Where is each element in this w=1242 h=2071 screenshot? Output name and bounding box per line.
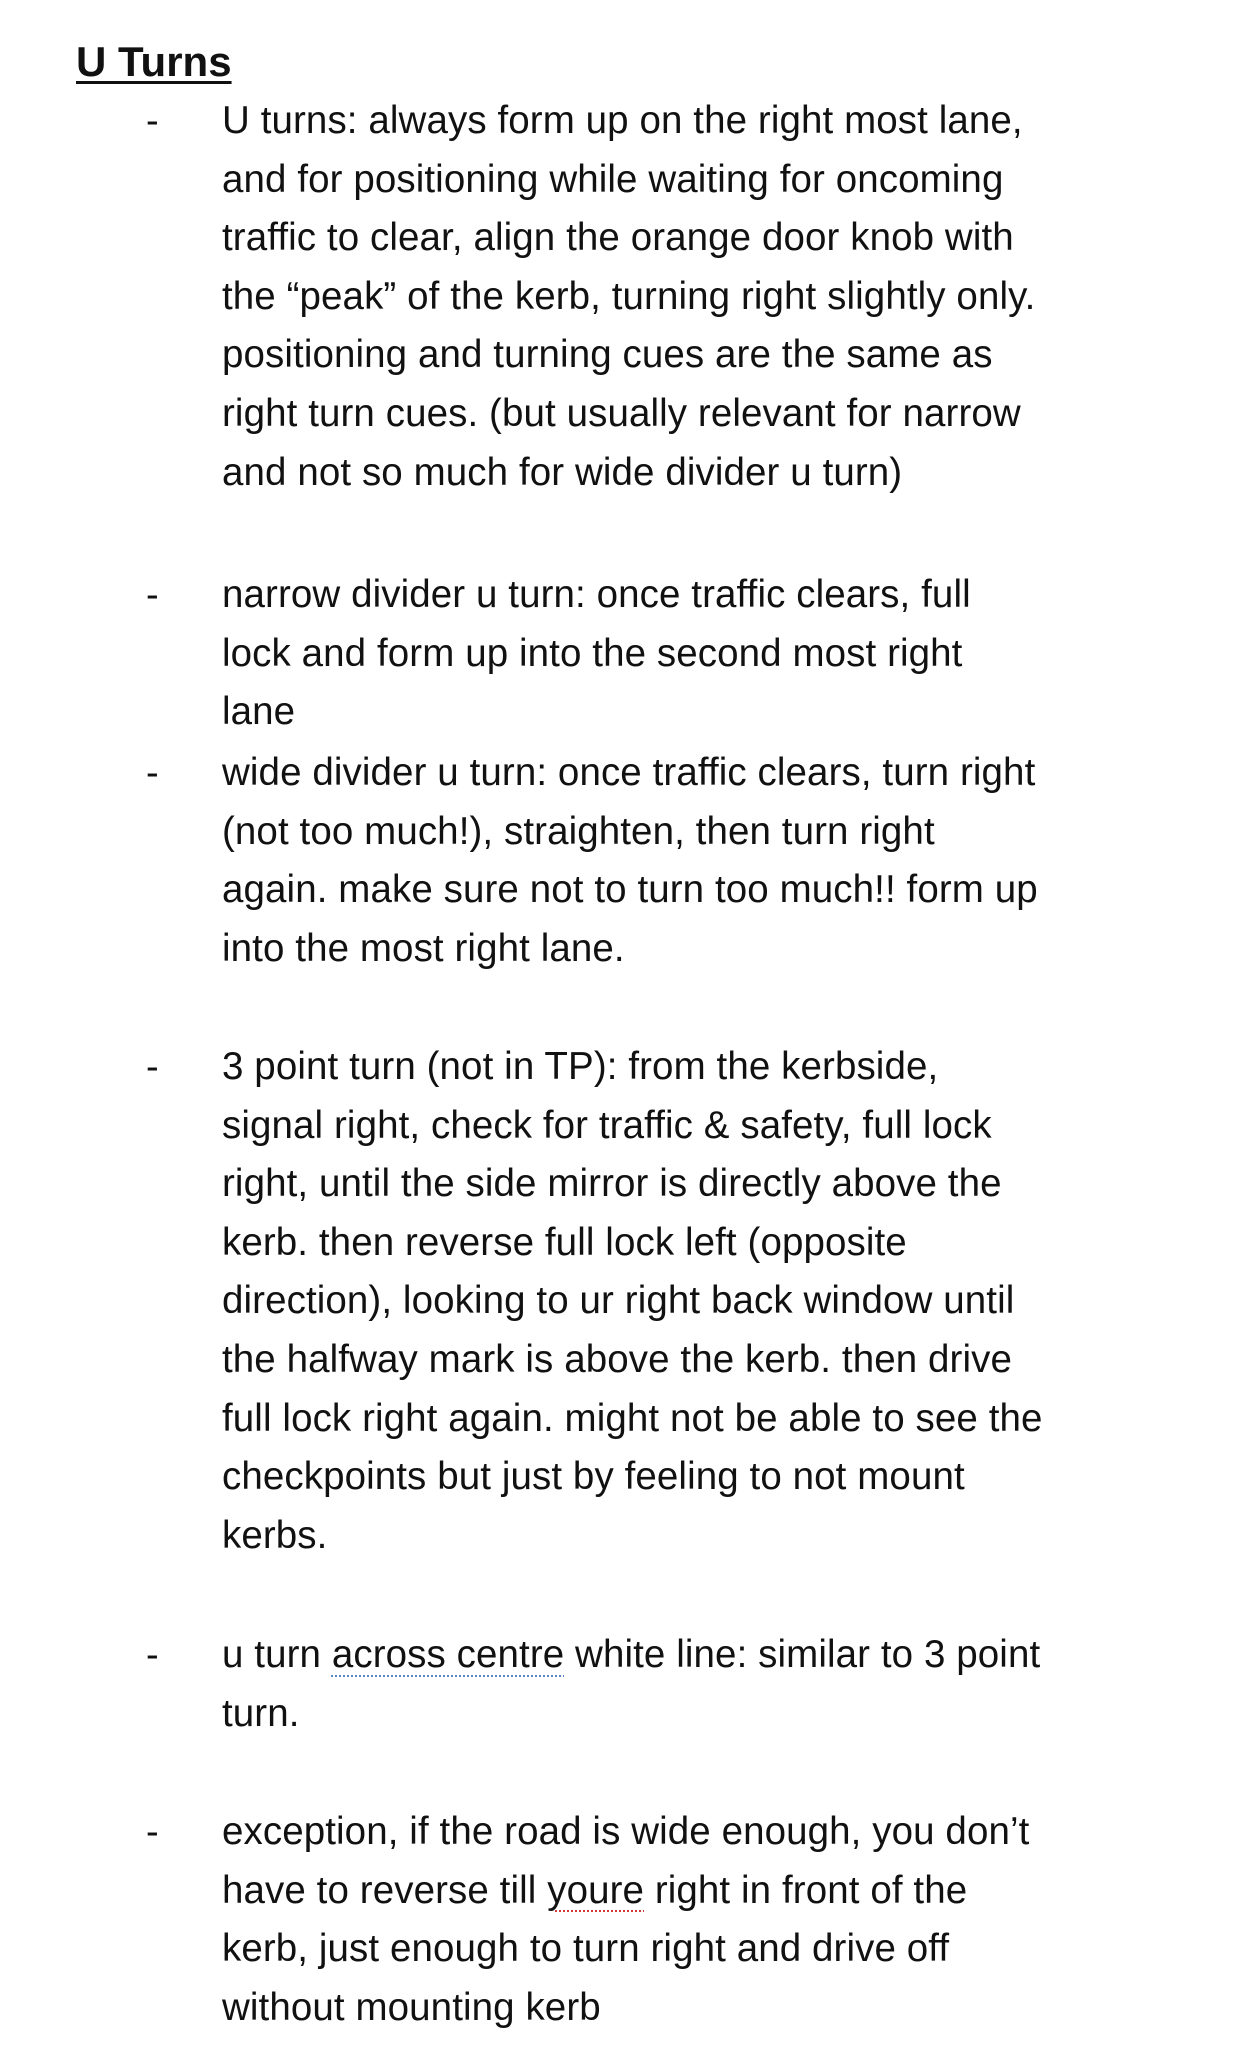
list-item-text: 3 point turn (not in TP): from the kerbside, signal right, check for traffic & safety, full lock right, until the side mirror is directly above the kerb. then reverse full lock left (opposite direction), looking to ur right back window until the halfway mark is above the kerb. then drive full lock right again. might not be able to see the checkpoints but just by feeling to not mount kerbs. — [222, 1045, 1043, 1557]
bullet-dash: - — [146, 574, 159, 616]
text-segment: right in front of the kerb, just enough to turn right and drive off without mounting kerb — [222, 1868, 968, 2029]
spelling-error-mark[interactable]: youre — [547, 1868, 645, 1912]
list-item-text — [222, 1803, 1182, 2037]
list-item-text — [222, 1626, 1182, 1743]
text-segment: exception, if the road is wide enough, you don’t have to reverse till — [222, 1810, 1030, 1912]
bullet-dash: - — [146, 1634, 159, 1676]
grammar-suggestion-mark[interactable]: across centre — [331, 1633, 565, 1676]
bullet-dash: - — [146, 1046, 159, 1088]
bullet-dash: - — [146, 100, 159, 142]
text-segment: u turn — [222, 1633, 332, 1676]
section-heading: U Turns — [76, 38, 232, 85]
bullet-dash: - — [146, 1811, 159, 1853]
list-item-text: wide divider u turn: once traffic clears, turn right (not too much!), straighten, then turn right again. make sure not to turn too much!! form up into the most right lane. — [222, 751, 1038, 970]
text-segment: white line: similar to 3 point turn. — [222, 1633, 1041, 1735]
bullet-dash: - — [146, 752, 159, 794]
list-item-text: U turns: always form up on the right most lane, and for positioning while waiting for oncoming traffic to clear, align the orange door knob with the “peak” of the kerb, turning right slightly only. positioning and turning cues are the same as right turn cues. (but usually relevant for narrow and not so much for wide divider u turn) — [222, 99, 1036, 494]
list-item-text: narrow divider u turn: once traffic clears, full lock and form up into the second most right lane — [222, 573, 971, 734]
